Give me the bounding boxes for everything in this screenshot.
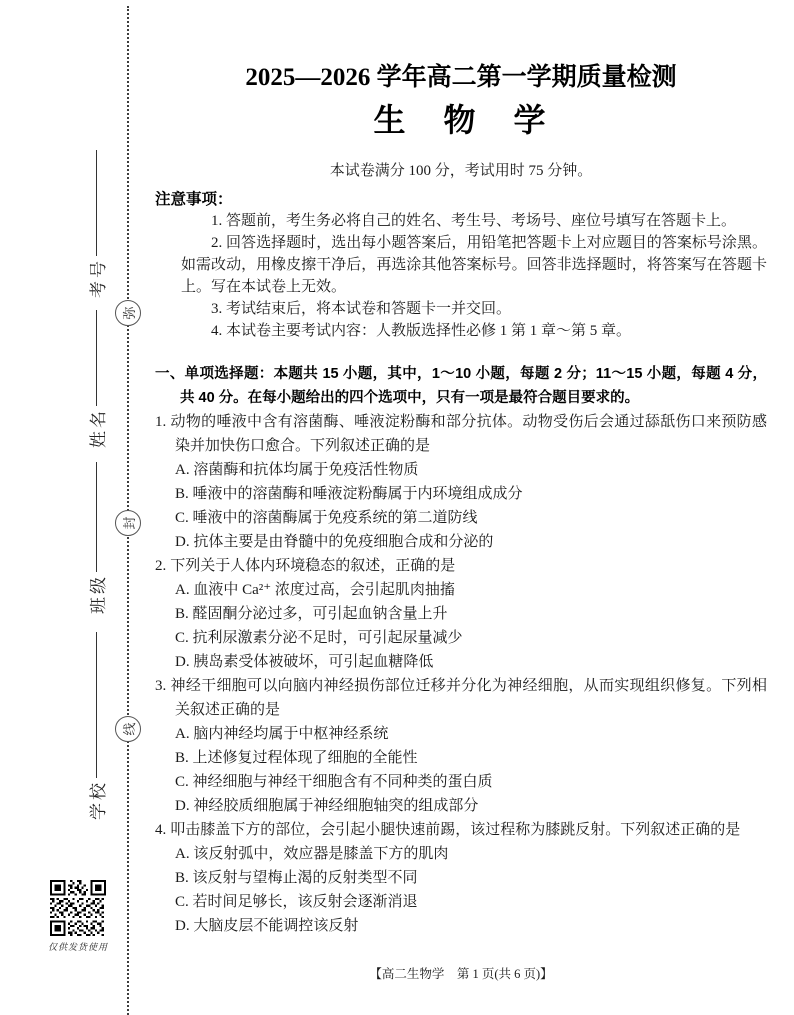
margin-field-exam-number xyxy=(84,150,109,298)
question-3-option-a: A. 脑内神经均属于中枢神经系统 xyxy=(175,726,389,742)
question-4-option-d: D. 大脑皮层不能调控该反射 xyxy=(175,918,359,934)
seal-char-text: 封 xyxy=(121,516,137,530)
seal-char-text: 线 xyxy=(121,722,137,736)
seal-char-xian xyxy=(115,716,141,742)
exam-content xyxy=(155,0,767,938)
notice-heading: 注意事项： xyxy=(155,191,233,208)
name-blank-line xyxy=(96,310,97,406)
question-3-option-c: C. 神经细胞与神经干细胞含有不同种类的蛋白质 xyxy=(175,774,493,790)
question-1 xyxy=(155,410,767,554)
question-3-number: 3. xyxy=(155,678,167,694)
question-3-option-d: D. 神经胶质细胞属于神经细胞轴突的组成部分 xyxy=(175,798,479,814)
page-footer: 【高二生物学 第 1 页(共 6 页)】 xyxy=(369,966,553,981)
name-label: 姓名 xyxy=(89,408,108,448)
question-3-stem xyxy=(155,674,767,722)
question-2-number: 2. xyxy=(155,558,167,574)
margin-field-name xyxy=(84,310,109,448)
question-4-option-c: C. 若时间足够长，该反射会逐渐消退 xyxy=(175,894,418,910)
school-label: 学校 xyxy=(89,780,108,820)
question-1-stem-text: 动物的唾液中含有溶菌酶、唾液淀粉酶和部分抗体。动物受伤后会通过舔舐伤口来预防感染并加快伤口愈合。下列叙述正确的是 xyxy=(170,414,767,454)
question-4-option-b: B. 该反射与望梅止渴的反射类型不同 xyxy=(175,870,418,886)
section-heading: 一、单项选择题：本题共 15 小题，其中，1～10 小题，每题 2 分；11～15 小题，每题 4 分，共 40 分。在每小题给出的四个选项中，只有一项是最符合题目要求的。 xyxy=(155,366,767,406)
qr-code xyxy=(50,880,106,936)
question-1-option-a: A. 溶菌酶和抗体均属于免疫活性物质 xyxy=(175,462,419,478)
class-label: 班级 xyxy=(89,574,108,614)
question-2-option-c: C. 抗利尿激素分泌不足时，可引起尿量减少 xyxy=(175,630,463,646)
notice-item-2: 2. 回答选择题时，选出每小题答案后，用铅笔把答题卡上对应题目的答案标号涂黑。如需改动，用橡皮擦干净后，再选涂其他答案标号。回答非选择题时，将答案写在答题卡上。写在本试卷上无效。 xyxy=(181,235,767,295)
question-3-stem-text: 神经干细胞可以向脑内神经损伤部位迁移并分化为神经细胞，从而实现组织修复。下列相关叙述正确的是 xyxy=(170,678,767,718)
margin-field-school xyxy=(84,632,109,820)
notice-item-4: 4. 本试卷主要考试内容：人教版选择性必修 1 第 1 章～第 5 章。 xyxy=(211,323,632,339)
question-4-number: 4. xyxy=(155,822,167,838)
notice-item-3: 3. 考试结束后，将本试卷和答题卡一并交回。 xyxy=(211,301,512,317)
exam-number-label: 考号 xyxy=(89,258,108,298)
qr-caption: 仅供发货使用 xyxy=(47,942,108,952)
question-2 xyxy=(155,554,767,674)
question-4-stem xyxy=(155,818,767,842)
question-4-stem-text: 叩击膝盖下方的部位，会引起小腿快速前踢，该过程称为膝跳反射。下列叙述正确的是 xyxy=(170,822,741,838)
question-4 xyxy=(155,818,767,938)
seal-char-mi xyxy=(115,300,141,326)
exam-info-line: 本试卷满分 100 分，考试用时 75 分钟。 xyxy=(329,163,593,179)
question-1-option-c: C. 唾液中的溶菌酶属于免疫系统的第二道防线 xyxy=(175,510,478,526)
class-blank-line xyxy=(96,462,97,572)
notice-item-1: 1. 答题前，考生务必将自己的姓名、考生号、考场号、座位号填写在答题卡上。 xyxy=(211,213,737,229)
question-2-stem xyxy=(155,554,767,578)
question-1-stem xyxy=(155,410,767,458)
subject-title: 生 物 学 xyxy=(373,102,549,138)
question-1-option-b: B. 唾液中的溶菌酶和唾液淀粉酶属于内环境组成成分 xyxy=(175,486,523,502)
seal-char-feng xyxy=(115,510,141,536)
question-2-option-b: B. 醛固酮分泌过多，可引起血钠含量上升 xyxy=(175,606,448,622)
question-3 xyxy=(155,674,767,818)
question-2-stem-text: 下列关于人体内环境稳态的叙述，正确的是 xyxy=(170,558,456,574)
question-1-option-d: D. 抗体主要是由脊髓中的免疫细胞合成和分泌的 xyxy=(175,534,494,550)
question-4-option-a: A. 该反射弧中，效应器是膝盖下方的肌肉 xyxy=(175,846,449,862)
question-1-number: 1. xyxy=(155,414,167,430)
seal-char-text: 弥 xyxy=(121,306,137,320)
question-2-option-a: A. 血液中 Ca²⁺ 浓度过高，会引起肌肉抽搐 xyxy=(175,582,455,598)
question-3-option-b: B. 上述修复过程体现了细胞的全能性 xyxy=(175,750,418,766)
school-blank-line xyxy=(96,632,97,778)
question-2-option-d: D. 胰岛素受体被破坏，可引起血糖降低 xyxy=(175,654,434,670)
exam-title: 2025—2026 学年高二第一学期质量检测 xyxy=(245,64,677,91)
margin-field-class xyxy=(84,462,109,614)
exam-number-blank-line xyxy=(96,150,97,256)
